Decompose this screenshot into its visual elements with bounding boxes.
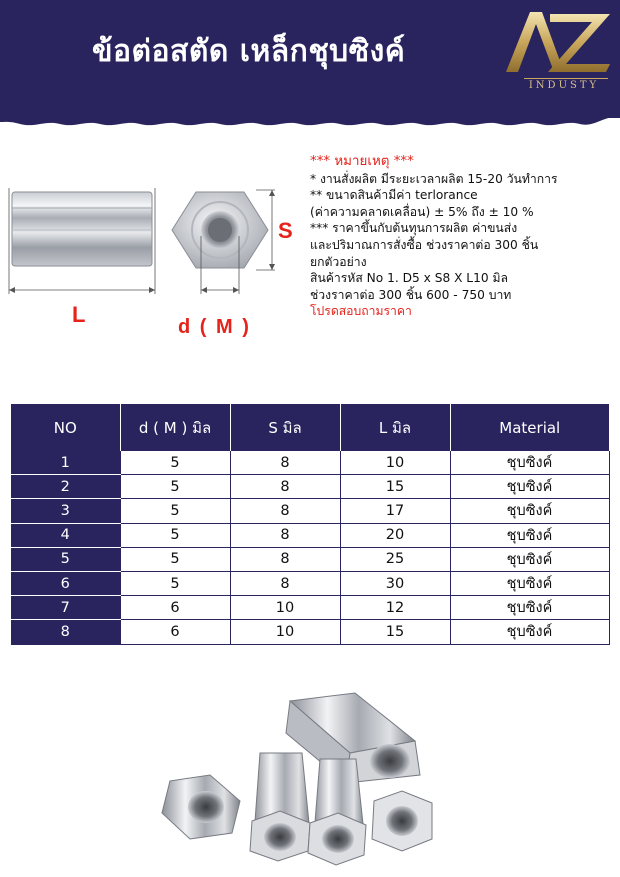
cell-diameter: 5 xyxy=(120,475,230,499)
cell-no: 4 xyxy=(11,523,120,547)
cell-diameter: 5 xyxy=(120,547,230,571)
notes-heading: *** หมายเหตุ *** xyxy=(310,154,414,169)
coupling-nut-front-view xyxy=(172,192,268,268)
cell-length: 15 xyxy=(340,475,450,499)
cell-material: ชุบซิงค์ xyxy=(450,596,609,620)
cell-size: 8 xyxy=(230,571,340,595)
header-material: Material xyxy=(450,404,609,451)
note-line: *** ราคาขึ้นกับต้นทุนการผลิต ค่าขนส่ง xyxy=(310,221,518,236)
table-row xyxy=(11,547,609,571)
cell-material: ชุบซิงค์ xyxy=(450,547,609,571)
table-row xyxy=(11,499,609,523)
cell-no: 3 xyxy=(11,499,120,523)
table-row xyxy=(11,451,609,475)
cell-diameter: 6 xyxy=(120,596,230,620)
note-line: ช่วงราคาต่อ 300 ชิ้น 600 - 750 บาท xyxy=(310,287,512,302)
cell-material: ชุบซิงค์ xyxy=(450,499,609,523)
cell-no: 1 xyxy=(11,451,120,475)
cell-size: 8 xyxy=(230,475,340,499)
cell-size: 8 xyxy=(230,547,340,571)
table-row xyxy=(11,523,609,547)
table-row xyxy=(11,571,609,595)
coupling-nut-side-view xyxy=(12,192,152,266)
cell-size: 10 xyxy=(230,596,340,620)
header-diameter: d ( M ) มิล xyxy=(120,404,230,451)
cell-material: ชุบซิงค์ xyxy=(450,475,609,499)
length-label: L xyxy=(72,302,86,327)
header-size: S มิล xyxy=(230,404,340,451)
product-photo xyxy=(150,683,490,873)
table-row xyxy=(11,620,609,644)
cell-material: ชุบซิงค์ xyxy=(450,620,609,644)
cell-no: 6 xyxy=(11,571,120,595)
cell-no: 8 xyxy=(11,620,120,644)
cell-length: 25 xyxy=(340,547,450,571)
cell-size: 10 xyxy=(230,620,340,644)
table-row xyxy=(11,596,609,620)
cell-no: 2 xyxy=(11,475,120,499)
table-header-row xyxy=(11,404,609,451)
cell-diameter: 5 xyxy=(120,451,230,475)
note-line: (ค่าความคลาดเคลื่อน) ± 5% ถึง ± 10 % xyxy=(310,204,534,219)
cell-size: 8 xyxy=(230,451,340,475)
cell-no: 5 xyxy=(11,547,120,571)
cell-length: 10 xyxy=(340,451,450,475)
cell-length: 20 xyxy=(340,523,450,547)
cell-diameter: 5 xyxy=(120,523,230,547)
cell-size: 8 xyxy=(230,499,340,523)
cell-material: ชุบซิงค์ xyxy=(450,523,609,547)
cell-material: ชุบซิงค์ xyxy=(450,571,609,595)
product-dimension-diagram xyxy=(0,170,310,360)
cell-no: 7 xyxy=(11,596,120,620)
note-line: ยกตัวอย่าง xyxy=(310,254,367,269)
cell-length: 15 xyxy=(340,620,450,644)
spec-table xyxy=(11,404,610,645)
cell-diameter: 6 xyxy=(120,620,230,644)
note-line: สินค้ารหัส No 1. D5 x S8 X L10 มิล xyxy=(310,271,508,286)
header-length: L มิล xyxy=(340,404,450,451)
logo-subtitle: INDUSTY xyxy=(528,80,600,91)
cell-length: 30 xyxy=(340,571,450,595)
table-row xyxy=(11,475,609,499)
cell-diameter: 5 xyxy=(120,499,230,523)
notes-block xyxy=(310,154,616,320)
note-line: และปริมาณการสั่งซื้อ ช่วงราคาต่อ 300 ชิ้น xyxy=(310,237,539,252)
cell-material: ชุบซิงค์ xyxy=(450,451,609,475)
page-title: ข้อต่อสตัด เหล็กชุบซิงค์ xyxy=(92,34,406,69)
size-label: S xyxy=(278,218,293,243)
note-line: * งานสั่งผลิต มีระยะเวลาผลิต 15-20 วันทำการ xyxy=(310,171,558,186)
cell-length: 17 xyxy=(340,499,450,523)
diameter-label: d ( M ) xyxy=(178,316,251,338)
header-no: NO xyxy=(11,404,120,451)
contact-note: โปรดสอบถามราคา xyxy=(310,304,412,319)
cell-length: 12 xyxy=(340,596,450,620)
cell-size: 8 xyxy=(230,523,340,547)
cell-diameter: 5 xyxy=(120,571,230,595)
note-line: ** ขนาดสินค้ามีค่า terlorance xyxy=(310,188,478,203)
